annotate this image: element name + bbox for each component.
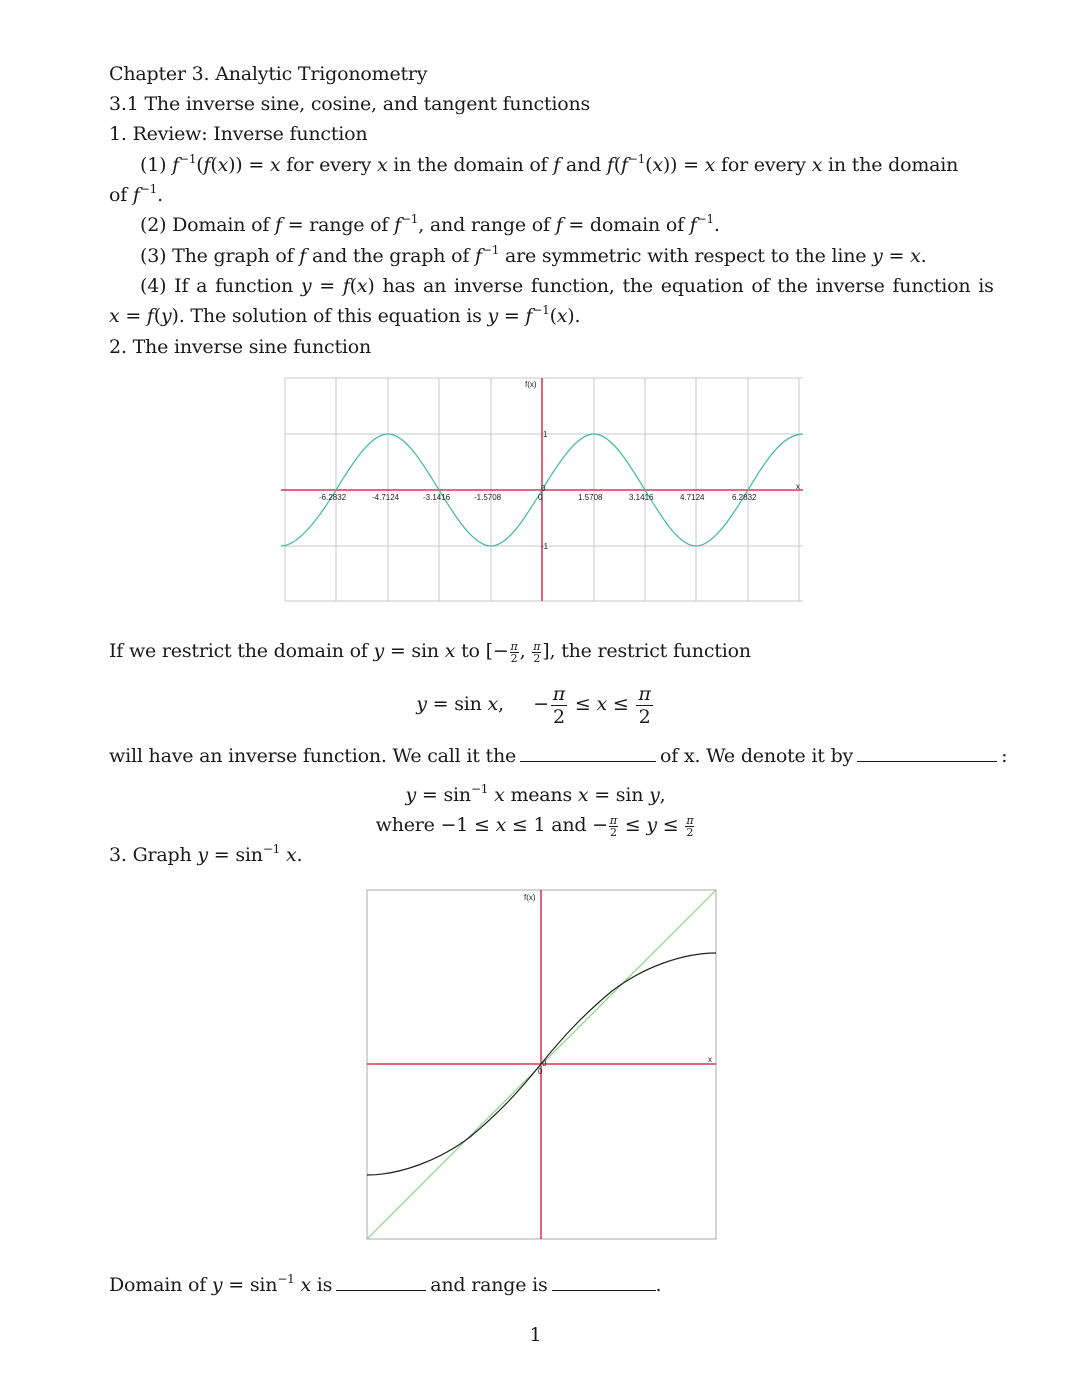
text: = range of bbox=[281, 214, 395, 236]
section-title: 3.1 The inverse sine, cosine, and tangent functions bbox=[109, 93, 591, 115]
svg-text:6.2832: 6.2832 bbox=[732, 493, 757, 502]
text: means bbox=[510, 784, 573, 806]
svg-text:4.7124: 4.7124 bbox=[680, 493, 705, 502]
text: of bbox=[109, 184, 133, 206]
name-answer-blank[interactable] bbox=[520, 743, 656, 762]
definition-sentence: will have an inverse function. We call it the of x. We denote it by : bbox=[109, 745, 1008, 767]
range-answer-blank[interactable] bbox=[552, 1272, 656, 1291]
svg-text:-4.7124: -4.7124 bbox=[372, 493, 400, 502]
text: 3. Graph bbox=[109, 844, 198, 866]
notation-answer-blank[interactable] bbox=[857, 743, 997, 762]
restrict-paragraph: If we restrict the domain of y = sin x to [− $\frac{\pi}{2}$ , $\frac{\pi}{2}$ ], the restrict function bbox=[109, 639, 751, 665]
text: (4) If a function bbox=[140, 275, 301, 297]
text: , and range of bbox=[418, 214, 556, 236]
svg-text:0: 0 bbox=[538, 1067, 543, 1076]
arcsin-conditions: where −1 ≤ x ≤ 1 and − $\frac{\pi}{2}$ ≤ y ≤ $\frac{\pi}{2}$ bbox=[375, 813, 694, 839]
review-item-4: (4) If a function y = f(x) has an inverse function, the equation of the inverse function is bbox=[140, 275, 994, 297]
text: and the graph of bbox=[306, 245, 476, 267]
text: (3) The graph of bbox=[140, 245, 300, 267]
section-2-title: 2. The inverse sine function bbox=[109, 336, 372, 358]
text: of x. We denote it by bbox=[660, 745, 854, 767]
section-3-title: 3. Graph $y = \sin^{-1} x$. bbox=[109, 842, 303, 866]
text: in the domain bbox=[822, 154, 959, 176]
svg-text:x: x bbox=[796, 482, 800, 491]
svg-text:1: 1 bbox=[543, 430, 548, 439]
text: to bbox=[455, 640, 486, 662]
arcsin-definition: $y = \sin^{-1} x$ means x = sin y, bbox=[405, 782, 666, 806]
review-item-4-cont: x = f(y). The solution of this equation is $y = f^{-1}(x)$. bbox=[109, 303, 581, 327]
review-item-1: (1) $f^{-1}(f(x)) = x$ for every x in the domain of f and $f(f^{-1}(x)) = x$ for every x in the domain bbox=[140, 152, 959, 176]
sine-tick-labels bbox=[319, 380, 800, 551]
text: Domain of bbox=[109, 1274, 212, 1296]
display-equation-restricted-sine: y = sin x, − $\frac{\pi}{2}$ ≤ x ≤ $\frac{\pi}{2}$ bbox=[416, 682, 651, 728]
svg-text:3.1416: 3.1416 bbox=[629, 493, 654, 502]
svg-text:0: 0 bbox=[542, 1059, 547, 1068]
review-item-2: (2) Domain of f = range of $f^{-1}$, and range of f = domain of $f^{-1}$. bbox=[140, 212, 720, 236]
review-heading: 1. Review: Inverse function bbox=[109, 123, 368, 145]
svg-text:-3.1416: -3.1416 bbox=[423, 493, 451, 502]
text: will have an inverse function. We call it the bbox=[109, 745, 517, 767]
text: If we restrict the domain of bbox=[109, 640, 374, 662]
text: . The solution of this equation is bbox=[178, 305, 488, 327]
text: , the restrict function bbox=[549, 640, 751, 662]
domain-range-question: Domain of $y = \sin^{-1} x$ is and range is . bbox=[109, 1272, 662, 1296]
text: and range is bbox=[430, 1274, 548, 1296]
text: where bbox=[375, 814, 435, 836]
text: and bbox=[560, 154, 607, 176]
page-number: 1 bbox=[529, 1324, 542, 1346]
review-item-1-cont: of $f^{-1}$. bbox=[109, 182, 163, 206]
chapter-title: Chapter 3. Analytic Trigonometry bbox=[109, 63, 428, 85]
svg-text:1.5708: 1.5708 bbox=[578, 493, 603, 502]
text: in the domain of bbox=[387, 154, 554, 176]
svg-text:-6.2832: -6.2832 bbox=[319, 493, 347, 502]
svg-text:-1: -1 bbox=[541, 542, 549, 551]
text: is bbox=[310, 1274, 333, 1296]
text: has an inverse function, the equation of the inverse function is bbox=[374, 275, 994, 297]
svg-text:0: 0 bbox=[538, 493, 543, 502]
text: for every bbox=[280, 154, 377, 176]
text: (2) Domain of bbox=[140, 214, 276, 236]
item-label: (1) bbox=[140, 154, 173, 176]
domain-answer-blank[interactable] bbox=[336, 1272, 426, 1291]
text: for every bbox=[715, 154, 812, 176]
review-item-3: (3) The graph of f and the graph of $f^{-1}$ are symmetric with respect to the line y = x. bbox=[140, 243, 927, 267]
text: . bbox=[655, 1274, 662, 1296]
svg-text:0: 0 bbox=[541, 484, 546, 493]
arcsin-tick-labels bbox=[524, 893, 712, 1076]
text: are symmetric with respect to the line bbox=[499, 245, 873, 267]
svg-text:f(x): f(x) bbox=[525, 380, 537, 389]
text: = domain of bbox=[562, 214, 690, 236]
svg-text:f(x): f(x) bbox=[524, 893, 536, 902]
svg-text:x: x bbox=[708, 1055, 712, 1064]
svg-text:-1.5708: -1.5708 bbox=[474, 493, 502, 502]
